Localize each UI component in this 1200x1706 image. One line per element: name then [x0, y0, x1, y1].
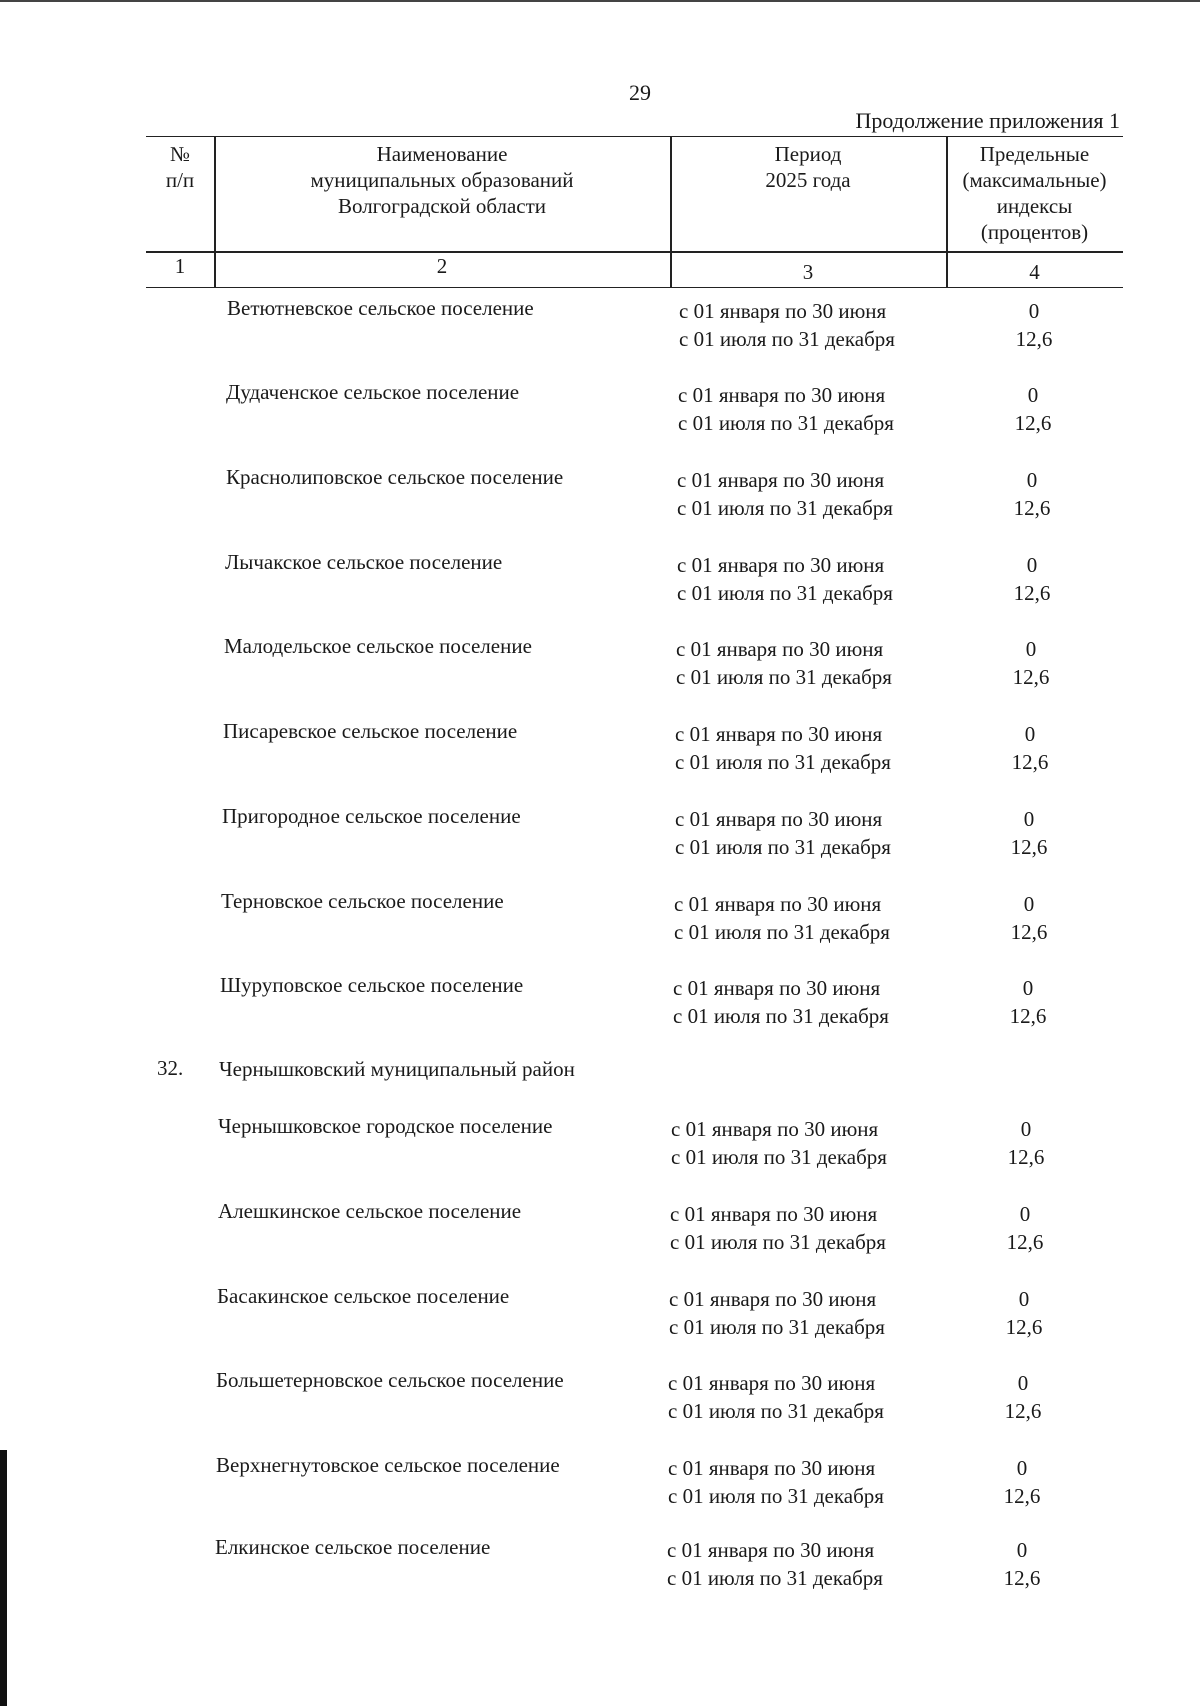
period-first-half: с 01 января по 30 июня — [679, 299, 887, 323]
settlement-name: Терновское сельское поселение — [221, 889, 504, 913]
index-second-half: 12,6 — [1004, 1399, 1042, 1423]
period-second-half: с 01 июля по 31 декабря — [671, 1145, 887, 1169]
header-col4 — [946, 141, 1123, 245]
header-col2-line: муниципальных образований — [310, 168, 574, 192]
district-number: 32. — [157, 1056, 184, 1080]
period-second-half: с 01 июля по 31 декабря — [673, 1004, 889, 1028]
header-col3-line: Период — [774, 142, 842, 166]
settlement-name: Большетерновское сельское поселение — [216, 1368, 564, 1392]
index-first-half: 0 — [1025, 637, 1037, 661]
period-second-half: с 01 июля по 31 декабря — [674, 920, 890, 944]
header-number: 1 — [174, 254, 186, 278]
period-first-half: с 01 января по 30 июня — [667, 1538, 875, 1562]
index-second-half: 12,6 — [1012, 665, 1050, 689]
header-col1-line: п/п — [165, 168, 195, 192]
period-first-half: с 01 января по 30 июня — [677, 553, 885, 577]
header-col4-line: Предельные — [979, 142, 1090, 166]
period-second-half: с 01 июля по 31 декабря — [678, 411, 894, 435]
index-second-half: 12,6 — [1005, 1315, 1043, 1339]
period-second-half: с 01 июля по 31 декабря — [679, 327, 895, 351]
index-first-half: 0 — [1023, 807, 1035, 831]
period-second-half: с 01 июля по 31 декабря — [675, 750, 891, 774]
index-first-half: 0 — [1026, 468, 1038, 492]
index-first-half: 0 — [1023, 892, 1035, 916]
period-first-half: с 01 января по 30 июня — [675, 807, 883, 831]
header-col4-line: (процентов) — [980, 220, 1089, 244]
index-first-half: 0 — [1016, 1538, 1028, 1562]
period-first-half: с 01 января по 30 июня — [677, 468, 885, 492]
index-first-half: 0 — [1018, 1287, 1030, 1311]
settlement-name: Верхнегнутовское сельское поселение — [216, 1453, 560, 1477]
index-second-half: 12,6 — [1013, 581, 1051, 605]
header-col2 — [214, 141, 670, 219]
period-second-half: с 01 июля по 31 декабря — [668, 1484, 884, 1508]
settlement-name: Дудаченское сельское поселение — [226, 380, 520, 404]
index-first-half: 0 — [1028, 299, 1040, 323]
period-second-half: с 01 июля по 31 декабря — [667, 1566, 883, 1590]
index-second-half: 12,6 — [1011, 750, 1049, 774]
index-first-half: 0 — [1017, 1371, 1029, 1395]
index-first-half: 0 — [1020, 1117, 1032, 1141]
settlement-name: Басакинское сельское поселение — [217, 1284, 510, 1308]
period-second-half: с 01 июля по 31 декабря — [677, 581, 893, 605]
header-number: 3 — [802, 260, 814, 284]
settlement-name: Пригородное сельское поселение — [222, 804, 521, 828]
period-second-half: с 01 июля по 31 декабря — [669, 1315, 885, 1339]
table-header — [146, 136, 1123, 288]
district-name: Чернышковский муниципальный район — [219, 1057, 575, 1081]
settlement-name: Малодельское сельское поселение — [224, 634, 532, 658]
scan-edge-top — [0, 0, 1200, 2]
period-first-half: с 01 января по 30 июня — [673, 976, 881, 1000]
header-col2-line: Волгоградской области — [337, 194, 547, 218]
settlement-name: Писаревское сельское поселение — [223, 719, 518, 743]
index-second-half: 12,6 — [1010, 835, 1048, 859]
settlement-name: Ветютневское сельское поселение — [227, 296, 534, 320]
index-second-half: 12,6 — [1009, 1004, 1047, 1028]
period-first-half: с 01 января по 30 июня — [668, 1456, 876, 1480]
index-first-half: 0 — [1024, 722, 1036, 746]
scan-edge-left — [0, 1450, 7, 1706]
period-first-half: с 01 января по 30 июня — [670, 1202, 878, 1226]
index-first-half: 0 — [1026, 553, 1038, 577]
index-second-half: 12,6 — [1003, 1566, 1041, 1590]
index-second-half: 12,6 — [1003, 1484, 1041, 1508]
header-number: 4 — [1029, 260, 1040, 284]
period-second-half: с 01 июля по 31 декабря — [668, 1399, 884, 1423]
settlement-name: Лычакское сельское поселение — [225, 550, 503, 574]
period-first-half: с 01 января по 30 июня — [668, 1371, 876, 1395]
index-first-half: 0 — [1022, 976, 1034, 1000]
header-number: 2 — [436, 254, 448, 278]
index-first-half: 0 — [1019, 1202, 1031, 1226]
header-col4-line: индексы — [996, 194, 1073, 218]
period-first-half: с 01 января по 30 июня — [671, 1117, 879, 1141]
settlement-name: Шуруповское сельское поселение — [220, 973, 524, 997]
index-second-half: 12,6 — [1007, 1145, 1045, 1169]
period-first-half: с 01 января по 30 июня — [676, 637, 884, 661]
period-second-half: с 01 июля по 31 декабря — [676, 665, 892, 689]
index-first-half: 0 — [1016, 1456, 1028, 1480]
period-first-half: с 01 января по 30 июня — [678, 383, 886, 407]
period-first-half: с 01 января по 30 июня — [674, 892, 882, 916]
header-col2-line: Наименование — [376, 142, 508, 166]
period-first-half: с 01 января по 30 июня — [669, 1287, 877, 1311]
settlement-name: Чернышковское городское поселение — [218, 1114, 553, 1138]
index-second-half: 12,6 — [1015, 327, 1053, 351]
header-col4-line: (максимальные) — [962, 168, 1107, 192]
settlement-name: Алешкинское сельское поселение — [218, 1199, 522, 1223]
page-number: 29 — [629, 80, 651, 105]
header-col3 — [670, 141, 946, 193]
period-second-half: с 01 июля по 31 декабря — [670, 1230, 886, 1254]
settlement-name: Краснолиповское сельское поселение — [226, 465, 564, 489]
continuation-label: Продолжение приложения 1 — [855, 108, 1120, 133]
period-second-half: с 01 июля по 31 декабря — [675, 835, 891, 859]
header-col1-line: № — [169, 142, 191, 166]
index-second-half: 12,6 — [1010, 920, 1048, 944]
period-second-half: с 01 июля по 31 декабря — [677, 496, 893, 520]
index-first-half: 0 — [1027, 383, 1039, 407]
settlement-name: Елкинское сельское поселение — [215, 1535, 491, 1559]
index-second-half: 12,6 — [1013, 496, 1051, 520]
index-second-half: 12,6 — [1014, 411, 1052, 435]
header-col1 — [146, 141, 214, 193]
index-second-half: 12,6 — [1006, 1230, 1044, 1254]
period-first-half: с 01 января по 30 июня — [675, 722, 883, 746]
header-col3-line: 2025 года — [765, 168, 851, 192]
